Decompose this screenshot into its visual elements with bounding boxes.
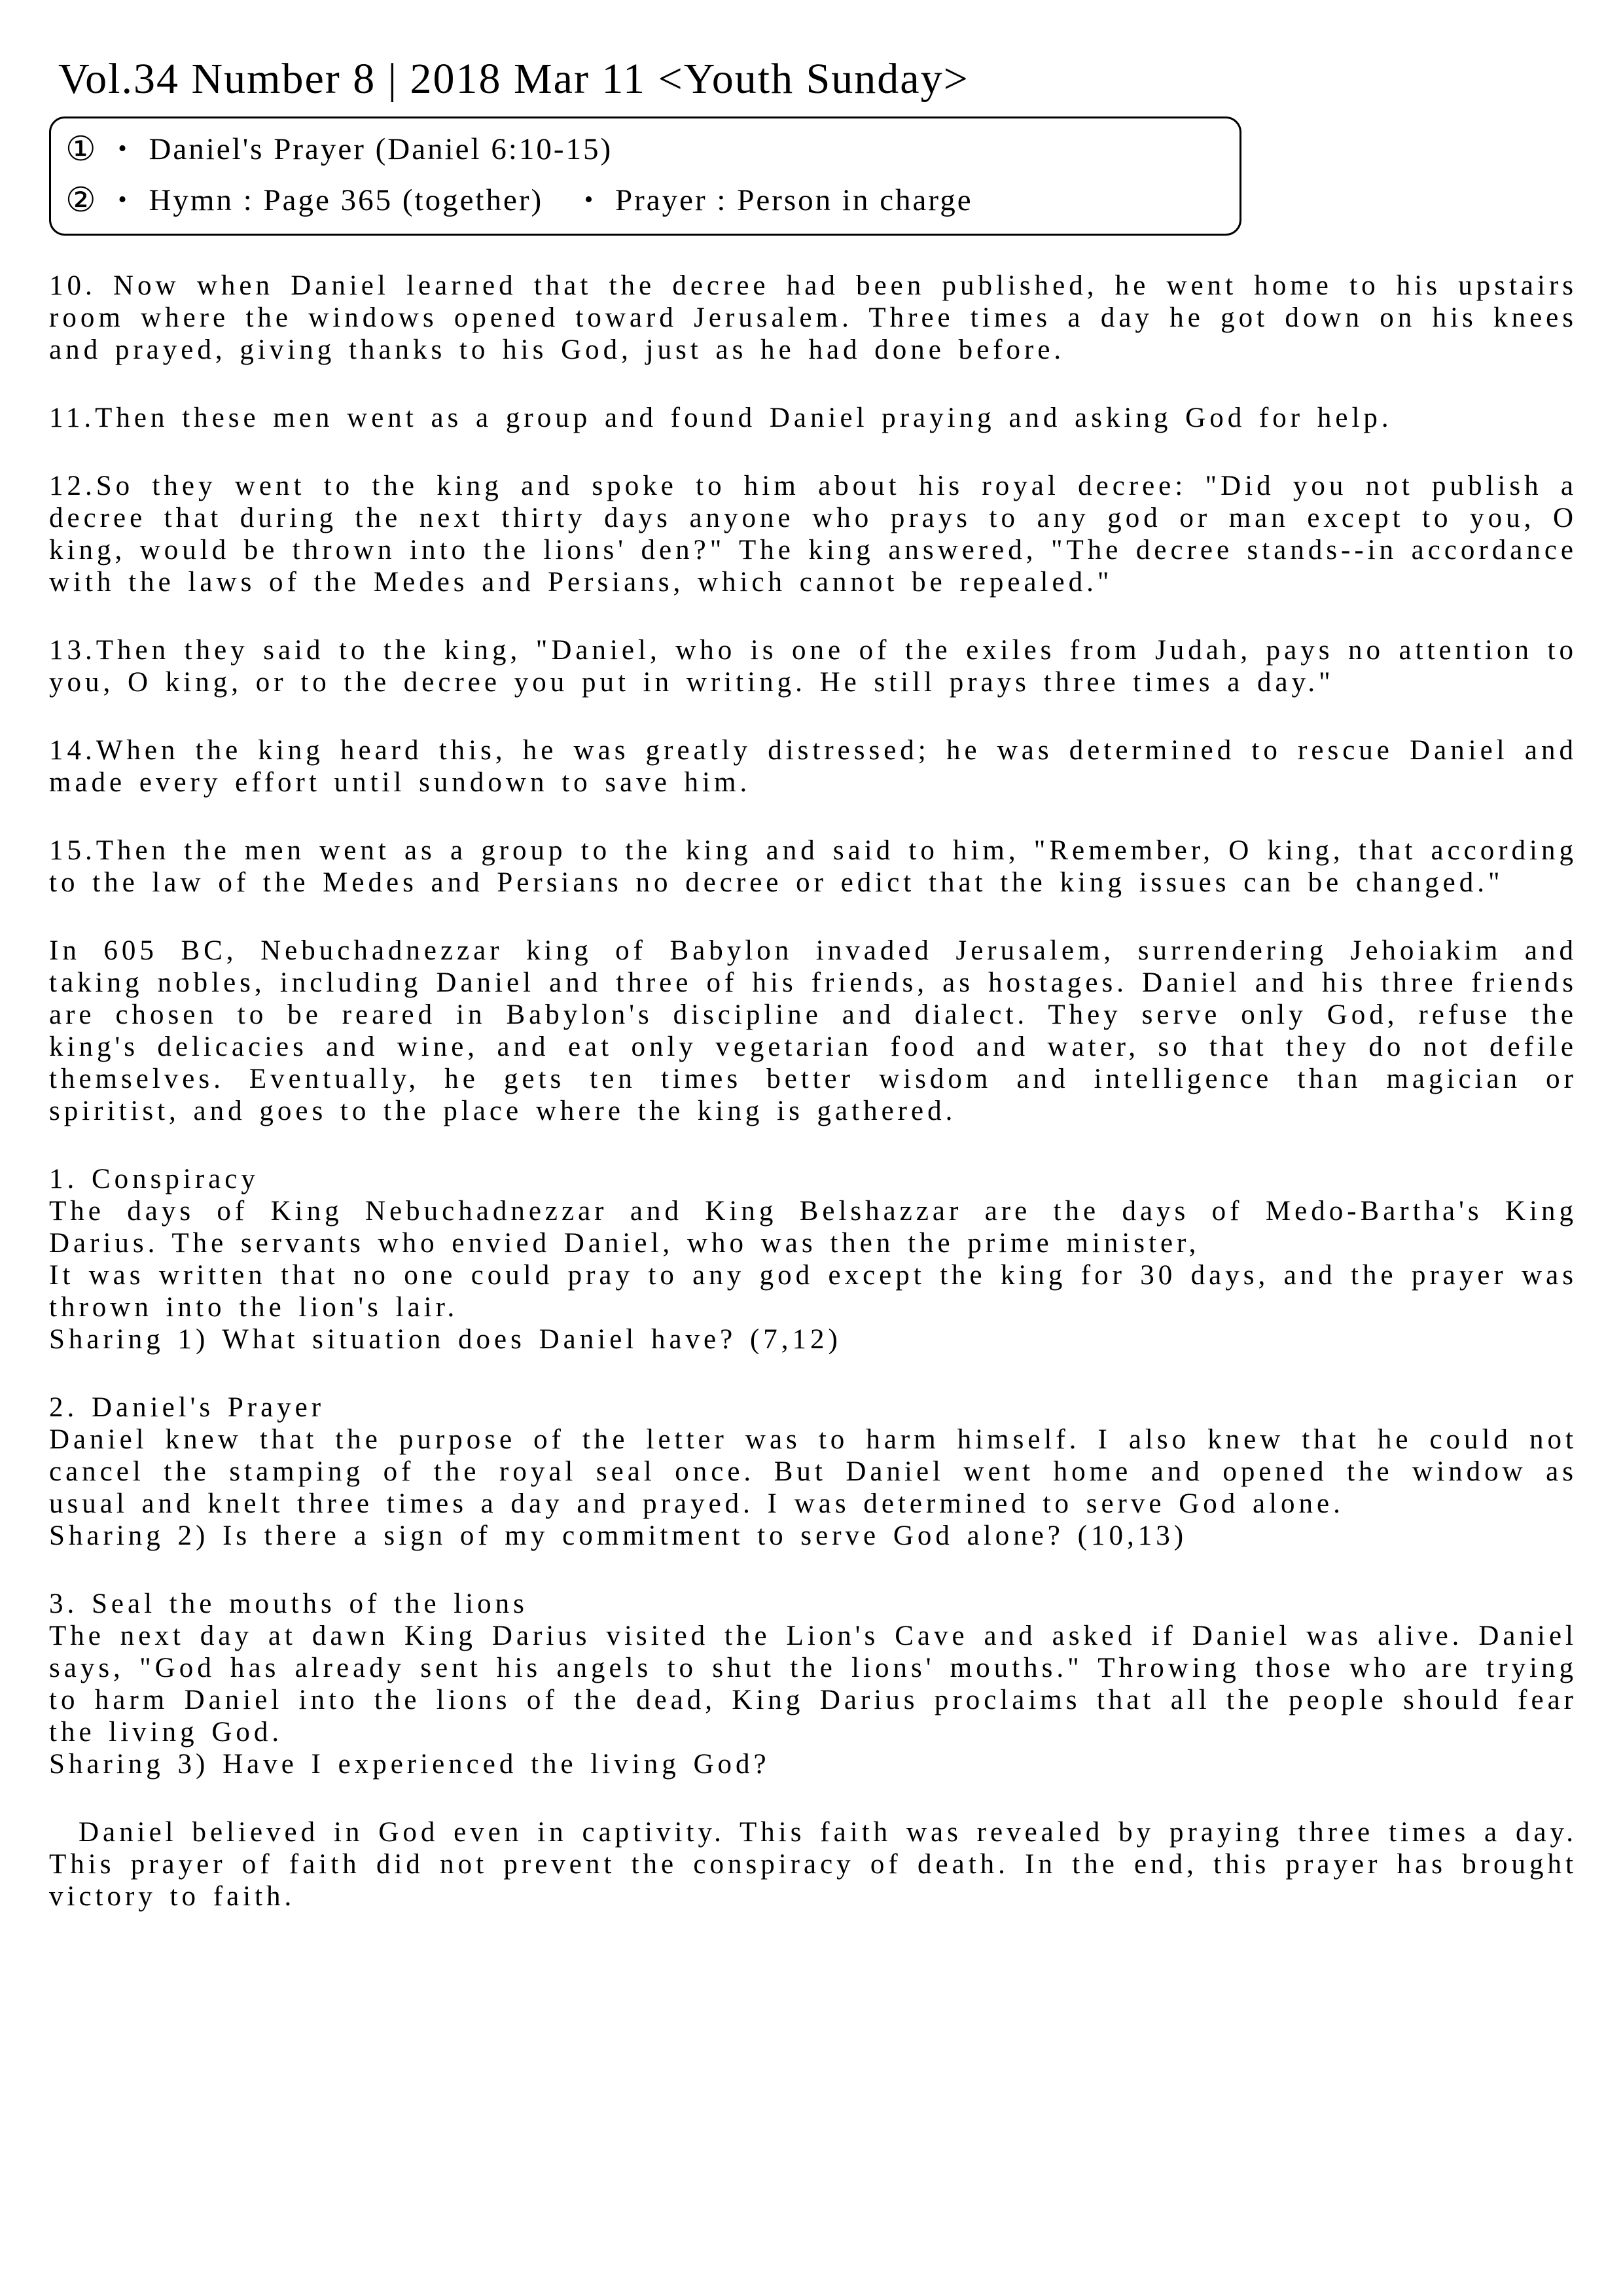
bullet-icon: • [118, 134, 129, 162]
order-item-hymn: Hymn : Page 365 (together) [149, 183, 544, 217]
section-heading: 3. Seal the mouths of the lions [49, 1588, 528, 1619]
order-item-prayer: Prayer : Person in charge [615, 183, 973, 217]
scripture-verse-14: 14.When the king heard this, he was greatly distressed; he was determined to rescue Daniel and made every effort until sundown to save him. [49, 734, 1577, 798]
sharing-question: Sharing 1) What situation does Daniel have? (7,12) [49, 1323, 842, 1355]
order-of-worship-box [49, 117, 1241, 236]
background-summary-paragraph: In 605 BC, Nebuchadnezzar king of Babylon invaded Jerusalem, surrendering Jehoiakim and taking nobles, including Daniel and three of his friends, as hostages. Daniel and his three friends are chosen to be reared in Babylon's discipline and dialect. They serve only God, refuse the king's delicacies and wine, and eat only vegetarian food and water, so that they do not defile themselves. Eventually, he gets ten times better wisdom and intelligence than magician or spiritist, and goes to the place where the king is gathered. [49, 935, 1577, 1126]
section-conspiracy [49, 1163, 1577, 1355]
circled-number-2-icon: ② [65, 181, 98, 219]
sharing-question: Sharing 2) Is there a sign of my commitment to serve God alone? (10,13) [49, 1520, 1188, 1551]
scripture-verse-10: 10. Now when Daniel learned that the decree had been published, he went home to his upstairs room where the windows opened toward Jerusalem. Three times a day he got down on his knees and prayed, giving thanks to his God, just as he had done before. [49, 270, 1577, 365]
scripture-verse-13: 13.Then they said to the king, "Daniel, who is one of the exiles from Judah, pays no attention to you, O king, or to the decree you put in writing. He still prays three times a day." [49, 634, 1577, 698]
section-heading: 1. Conspiracy [49, 1163, 259, 1194]
order-item-scripture-reading: Daniel's Prayer (Daniel 6:10-15) [149, 132, 613, 166]
circled-number-1-icon: ① [65, 130, 98, 168]
bullet-icon: • [118, 185, 129, 213]
section-body-text: The next day at dawn King Darius visited the Lion's Cave and asked if Daniel was alive. Daniel says, "God has already sent his angels to shut the lions' mouths." Throwing those who are trying to harm Daniel into the lions of the dead, King Darius proclaims that all the people should fear the living God. [49, 1620, 1577, 1748]
scripture-verse-11: 11.Then these men went as a group and found Daniel praying and asking God for help. [49, 402, 1393, 433]
sharing-question: Sharing 3) Have I experienced the living God? [49, 1748, 770, 1780]
section-heading: 2. Daniel's Prayer [49, 1391, 325, 1423]
order-line-hymn-prayer [65, 175, 1229, 226]
section-body-text: It was written that no one could pray to any god except the king for 30 days, and the prayer was thrown into the lion's lair. [49, 1259, 1577, 1323]
document-body [49, 270, 1577, 1912]
page-title: Vol.34 Number 8 | 2018 Mar 11 <Youth Sunday> [58, 55, 969, 103]
section-body-text: Daniel knew that the purpose of the letter was to harm himself. I also knew that he could not cancel the stamping of the royal seal once. But Daniel went home and opened the window as usual and knelt three times a day and prayed. I was determined to serve God alone. [49, 1424, 1577, 1519]
section-body-text: The days of King Nebuchadnezzar and King Belshazzar are the days of Medo-Bartha's King Darius. The servants who envied Daniel, who was then the prime minister, [49, 1195, 1577, 1259]
closing-paragraph: Daniel believed in God even in captivity. This faith was revealed by praying three times a day. This prayer of faith did not prevent the conspiracy of death. In the end, this prayer has brought victory to faith. [49, 1816, 1577, 1912]
scripture-verse-12: 12.So they went to the king and spoke to him about his royal decree: "Did you not publish a decree that during the next thirty days anyone who prays to any god or man except to you, O king, would be thrown into the lions' den?" The king answered, "The decree stands--in accordance with the laws of the Medes and Persians, which cannot be repealed." [49, 470, 1577, 598]
section-daniels-prayer [49, 1391, 1577, 1552]
bullet-icon: • [584, 185, 596, 213]
order-line-scripture [65, 124, 1229, 175]
section-seal-the-mouths [49, 1588, 1577, 1780]
scripture-verse-15: 15.Then the men went as a group to the king and said to him, "Remember, O king, that according to the law of the Medes and Persians no decree or edict that the king issues can be changed." [49, 834, 1577, 898]
